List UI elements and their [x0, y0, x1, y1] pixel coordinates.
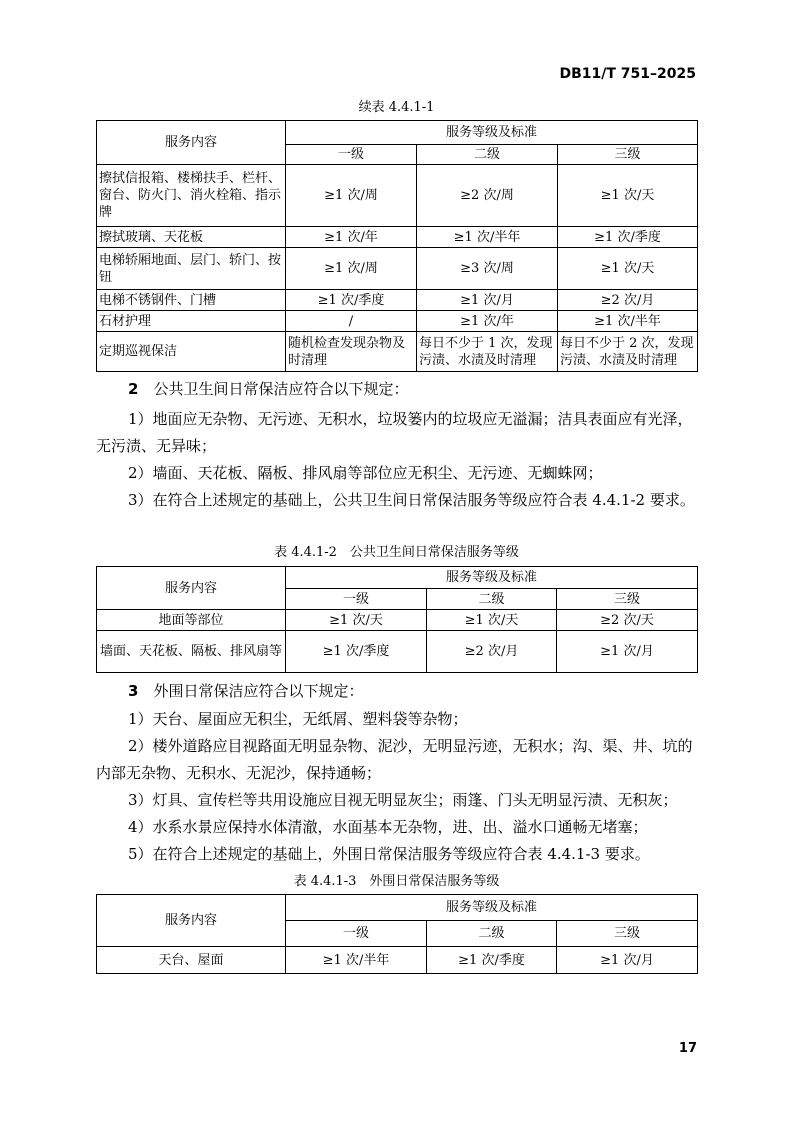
table1-header-level1: 一级 — [286, 145, 417, 165]
section2-heading — [96, 376, 697, 403]
table-cell: ≥1 次/周 — [286, 248, 417, 290]
table-cell: 擦拭玻璃、天花板 — [97, 227, 286, 248]
section3-item-2: 2）楼外道路应目视路面无明显杂物、泥沙，无明显污迹，无积水；沟、渠、井、坑的内部无杂物、无积水、无泥沙，保持通畅； — [96, 737, 693, 782]
table1-header-group: 服务等级及标准 — [286, 121, 698, 145]
table2-header-content: 服务内容 — [97, 567, 286, 610]
table-cell: ≥1 次/半年 — [417, 227, 558, 248]
table-cell: 墙面、天花板、隔板、排风扇等 — [97, 631, 286, 673]
table-cell: 天台、屋面 — [97, 947, 286, 974]
section2-number: 2 — [128, 380, 139, 398]
table-cell: / — [286, 311, 417, 332]
table-row — [97, 311, 698, 332]
table-row — [97, 631, 698, 673]
table-cell: ≥1 次/天 — [558, 248, 698, 290]
table3-header-content: 服务内容 — [97, 895, 286, 947]
table-cell: ≥2 次/月 — [558, 290, 698, 311]
table-cell: ≥1 次/天 — [427, 610, 557, 631]
table1-header-content: 服务内容 — [97, 121, 286, 165]
table-row — [97, 610, 698, 631]
table-cell: ≥2 次/周 — [417, 165, 558, 227]
section3-item-5: 5）在符合上述规定的基础上，外围日常保洁服务等级应符合表 4.4.1-3 要求。 — [128, 845, 650, 863]
table3-header-level1: 一级 — [286, 921, 427, 947]
table-cell: ≥1 次/天 — [558, 165, 698, 227]
table-cell: ≥1 次/天 — [286, 610, 427, 631]
table-cell: 地面等部位 — [97, 610, 286, 631]
table3-header-level2: 二级 — [427, 921, 557, 947]
table3-caption: 表 4.4.1-3 外围日常保洁服务等级 — [293, 874, 500, 889]
table-cell: ≥1 次/季度 — [427, 947, 557, 974]
table2-header-level3: 三级 — [557, 589, 698, 610]
table-cell: ≥3 次/周 — [417, 248, 558, 290]
table1 — [96, 120, 698, 372]
table2 — [96, 566, 698, 673]
table-cell: ≥1 次/月 — [417, 290, 558, 311]
page-number: 17 — [678, 1041, 697, 1056]
document-code: DB11/T 751–2025 — [559, 66, 696, 82]
table1-caption: 续表 4.4.1-1 — [358, 100, 435, 115]
section2-title: 公共卫生间日常保洁应符合以下规定： — [153, 380, 409, 398]
table-cell: 每日不少于 2 次，发现污渍、水渍及时清理 — [558, 332, 698, 372]
table-cell: ≥1 次/年 — [417, 311, 558, 332]
table-cell: 石材护理 — [97, 311, 286, 332]
section3-heading — [96, 678, 697, 705]
table-cell: ≥1 次/月 — [557, 631, 698, 673]
table2-caption: 表 4.4.1-2 公共卫生间日常保洁服务等级 — [274, 545, 519, 560]
table-row — [97, 290, 698, 311]
table-cell: 每日不少于 1 次，发现污渍、水渍及时清理 — [417, 332, 558, 372]
table-cell: ≥2 次/月 — [427, 631, 557, 673]
table-cell: ≥1 次/年 — [286, 227, 417, 248]
table-cell: 电梯轿厢地面、层门、轿门、按钮 — [97, 248, 286, 290]
section3-number: 3 — [128, 682, 139, 700]
table-row — [97, 227, 698, 248]
table-cell: 定期巡视保洁 — [97, 332, 286, 372]
table2-header-group: 服务等级及标准 — [286, 567, 698, 589]
table-cell: ≥1 次/半年 — [558, 311, 698, 332]
table-cell: ≥1 次/季度 — [286, 631, 427, 673]
table-cell: ≥1 次/月 — [557, 947, 698, 974]
section3-title: 外围日常保洁应符合以下规定： — [153, 682, 364, 700]
table3-header-level3: 三级 — [557, 921, 698, 947]
table-row — [97, 165, 698, 227]
table-row — [97, 248, 698, 290]
section3-item-4: 4）水系水景应保持水体清澈，水面基本无杂物，进、出、溢水口通畅无堵塞； — [128, 818, 648, 836]
table-cell: ≥1 次/季度 — [286, 290, 417, 311]
table-cell: ≥1 次/季度 — [558, 227, 698, 248]
table-cell: ≥1 次/半年 — [286, 947, 427, 974]
section2-item-3: 3）在符合上述规定的基础上，公共卫生间日常保洁服务等级应符合表 4.4.1-2 要求。 — [128, 491, 695, 509]
table-row — [97, 332, 698, 372]
table1-header-level3: 三级 — [558, 145, 698, 165]
table3 — [96, 894, 698, 974]
table-row — [97, 947, 698, 974]
table2-header-level2: 二级 — [427, 589, 557, 610]
table-cell: 电梯不锈钢件、门槽 — [97, 290, 286, 311]
section3-item-1: 1）天台、屋面应无积尘，无纸屑、塑料袋等杂物； — [128, 710, 468, 728]
table-cell: ≥1 次/周 — [286, 165, 417, 227]
table-cell: 擦拭信报箱、楼梯扶手、栏杆、窗台、防火门、消火栓箱、指示牌 — [97, 165, 286, 227]
section2-item-2: 2）墙面、天花板、隔板、排风扇等部位应无积尘、无污迹、无蜘蛛网； — [128, 464, 603, 482]
section3-item-3: 3）灯具、宣传栏等共用设施应目视无明显灰尘；雨篷、门头无明显污渍、无积灰； — [128, 791, 678, 809]
section2-item-1: 1）地面应无杂物、无污迹、无积水，垃圾篓内的垃圾应无溢漏；洁具表面应有光泽，无污渍、无异味； — [96, 410, 693, 455]
table-cell: ≥2 次/天 — [557, 610, 698, 631]
table2-header-level1: 一级 — [286, 589, 427, 610]
table1-header-level2: 二级 — [417, 145, 558, 165]
table3-header-group: 服务等级及标准 — [286, 895, 698, 921]
table-cell: 随机检查发现杂物及时清理 — [286, 332, 417, 372]
